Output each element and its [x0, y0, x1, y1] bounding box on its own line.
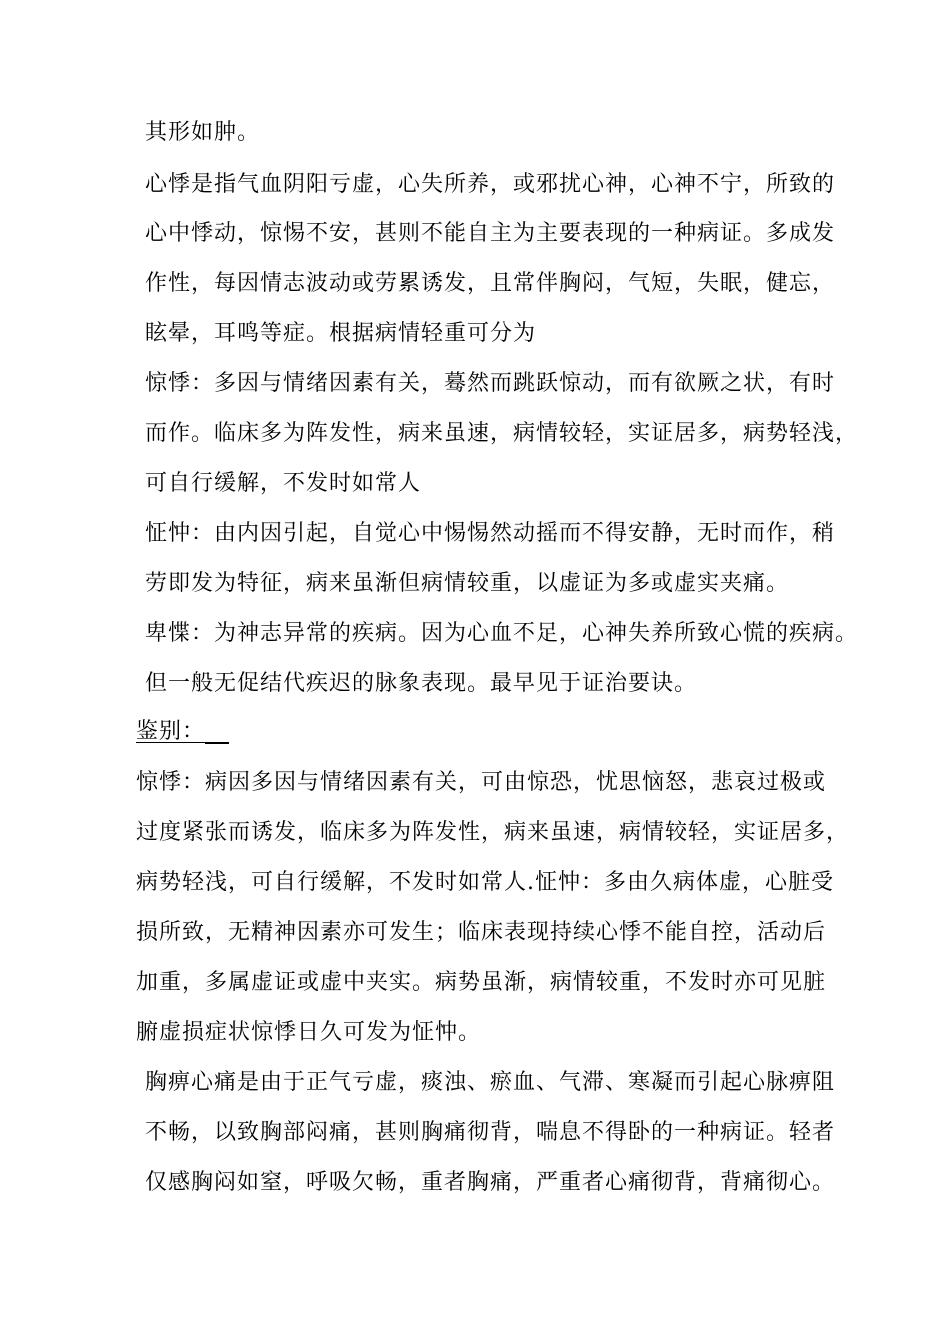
text-line: 其形如肿。: [145, 120, 261, 145]
text-line: 但一般无促结代疾迟的脉象表现。最早见于证治要诀。: [145, 671, 698, 696]
text-line: 惊悸：多因与情绪因素有关，蓦然而跳跃惊动，而有欲厥之状，有时: [145, 371, 836, 396]
text-line: 过度紧张而诱发，临床多为阵发性，病来虽速，病情较轻，实证居多，: [136, 820, 850, 845]
text-line: 加重，多属虚证或虚中夹实。病势虽渐，病情较重，不发时亦可见脏: [136, 970, 827, 995]
text-line: 损所致，无精神因素亦可发生；临床表现持续心悸不能自控，活动后: [136, 920, 827, 945]
text-line: 眩晕，耳鸣等症。根据病情轻重可分为: [145, 321, 537, 346]
text-line: 卑惵：为神志异常的疾病。因为心血不足，心神失养所致心慌的疾病。: [145, 621, 859, 646]
section-heading: 鉴别：: [136, 719, 206, 744]
text-line: 仅感胸闷如窒，呼吸欠畅，重者胸痛，严重者心痛彻背，背痛彻心。: [145, 1170, 836, 1195]
text-line: 病势轻浅，可自行缓解，不发时如常人.怔忡：多由久病体虚，心脏受: [136, 870, 834, 895]
text-line: 胸痹心痛是由于正气亏虚，痰浊、瘀血、气滞、寒凝而引起心脉痹阻: [145, 1070, 836, 1095]
text-line: 可自行缓解，不发时如常人: [145, 471, 422, 496]
text-line: 不畅，以致胸部闷痛，甚则胸痛彻背，喘息不得卧的一种病证。轻者: [145, 1120, 836, 1145]
text-line: 心中悸动，惊惕不安，甚则不能自主为主要表现的一种病证。多成发: [145, 221, 836, 246]
text-line: 怔忡：由内因引起，自觉心中惕惕然动摇而不得安静，无时而作，稍: [145, 521, 836, 546]
text-line: 而作。临床多为阵发性，病来虽速，病情较轻，实证居多，病势轻浅，: [145, 421, 859, 446]
text-line: 心悸是指气血阴阳亏虚，心失所养，或邪扰心神，心神不宁，所致的: [145, 172, 836, 197]
text-line: 惊悸：病因多因与情绪因素有关，可由惊恐，忧思恼怒，悲哀过极或: [136, 770, 827, 795]
text-line: 腑虚损症状惊悸日久可发为怔忡。: [136, 1020, 482, 1045]
text-line: 劳即发为特征，病来虽渐但病情较重，以虚证为多或虚实夹痛。: [145, 571, 790, 596]
text-line: 作性，每因情志波动或劳累诱发，且常伴胸闷，气短，失眠，健忘，: [145, 271, 836, 296]
